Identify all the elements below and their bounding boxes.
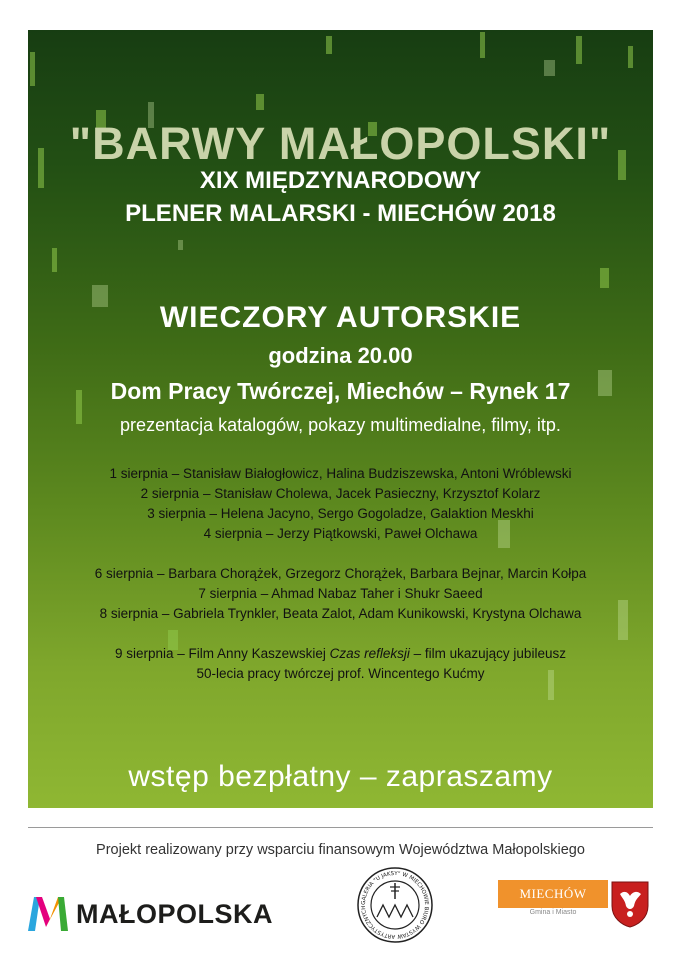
miechow-logo-text: MIECHÓW	[498, 880, 608, 908]
schedule-item: 7 sierpnia – Ahmad Nabaz Taher i Shukr Saeed	[198, 586, 483, 601]
poster-text	[28, 30, 653, 808]
event-hour: godzina 20.00	[268, 343, 413, 368]
schedule-item: 8 sierpnia – Gabriela Trynkler, Beata Zalot, Adam Kunikowski, Krystyna Olchawa	[99, 606, 582, 621]
schedule-item: 2 sierpnia – Stanisław Cholewa, Jacek Pasieczny, Krzysztof Kolarz	[140, 486, 541, 501]
schedule-item: 4 sierpnia – Jerzy Piątkowski, Paweł Olchawa	[203, 526, 478, 541]
gallery-seal-logo	[355, 865, 435, 945]
free-entry-invitation: wstęp bezpłatny – zapraszamy	[128, 760, 553, 793]
sponsor-note: Projekt realizowany przy wsparciu finansowym Województwa Małopolskiego	[96, 842, 585, 858]
malopolska-logo	[28, 893, 298, 935]
film-title: Czas refleksji	[329, 646, 410, 661]
schedule-item: 1 sierpnia – Stanisław Białogłowicz, Halina Budziszewska, Antoni Wróblewski	[109, 466, 572, 481]
schedule-item: 6 sierpnia – Barbara Chorążek, Grzegorz Chorążek, Barbara Bejnar, Marcin Kołpa	[94, 566, 587, 581]
event-description: prezentacja katalogów, pokazy multimedialne, filmy, itp.	[120, 415, 561, 435]
svg-text:GALERIA "U JAKSY" W MIECHOWIE: GALERIA "U JAKSY" W MIECHOWIE BIURO WYSTAW ARTYSTYCZNYCH	[360, 870, 430, 940]
poster-subtitle-line2: PLENER MALARSKI - MIECHÓW 2018	[125, 200, 556, 227]
event-place: Dom Pracy Twórczej, Miechów – Rynek 17	[110, 378, 571, 404]
miechow-crest-icon	[610, 880, 650, 928]
miechow-logo	[498, 880, 650, 930]
poster-title: "BARWY MAŁOPOLSKI"	[69, 118, 612, 169]
schedule-item: 3 sierpnia – Helena Jacyno, Sergo Gogoladze, Galaktion Meskhi	[147, 506, 534, 521]
schedule-film-line1	[28, 646, 653, 661]
schedule-film-line2: 50-lecia pracy twórczej prof. Wincentego Kućmy	[196, 666, 485, 681]
film-text: 9 sierpnia – Film Anny Kaszewskiej	[115, 646, 330, 661]
divider	[28, 827, 653, 828]
poster	[28, 30, 653, 808]
miechow-logo-subtitle: Gmina i Miasto	[529, 909, 577, 916]
poster-subtitle-line1: XIX MIĘDZYNARODOWY	[199, 167, 482, 194]
malopolska-logo-text: MAŁOPOLSKA	[76, 898, 273, 929]
film-text: – film ukazujący jubileusz	[409, 646, 566, 661]
event-heading: WIECZORY AUTORSKIE	[159, 301, 522, 334]
malopolska-m-icon	[28, 897, 68, 931]
